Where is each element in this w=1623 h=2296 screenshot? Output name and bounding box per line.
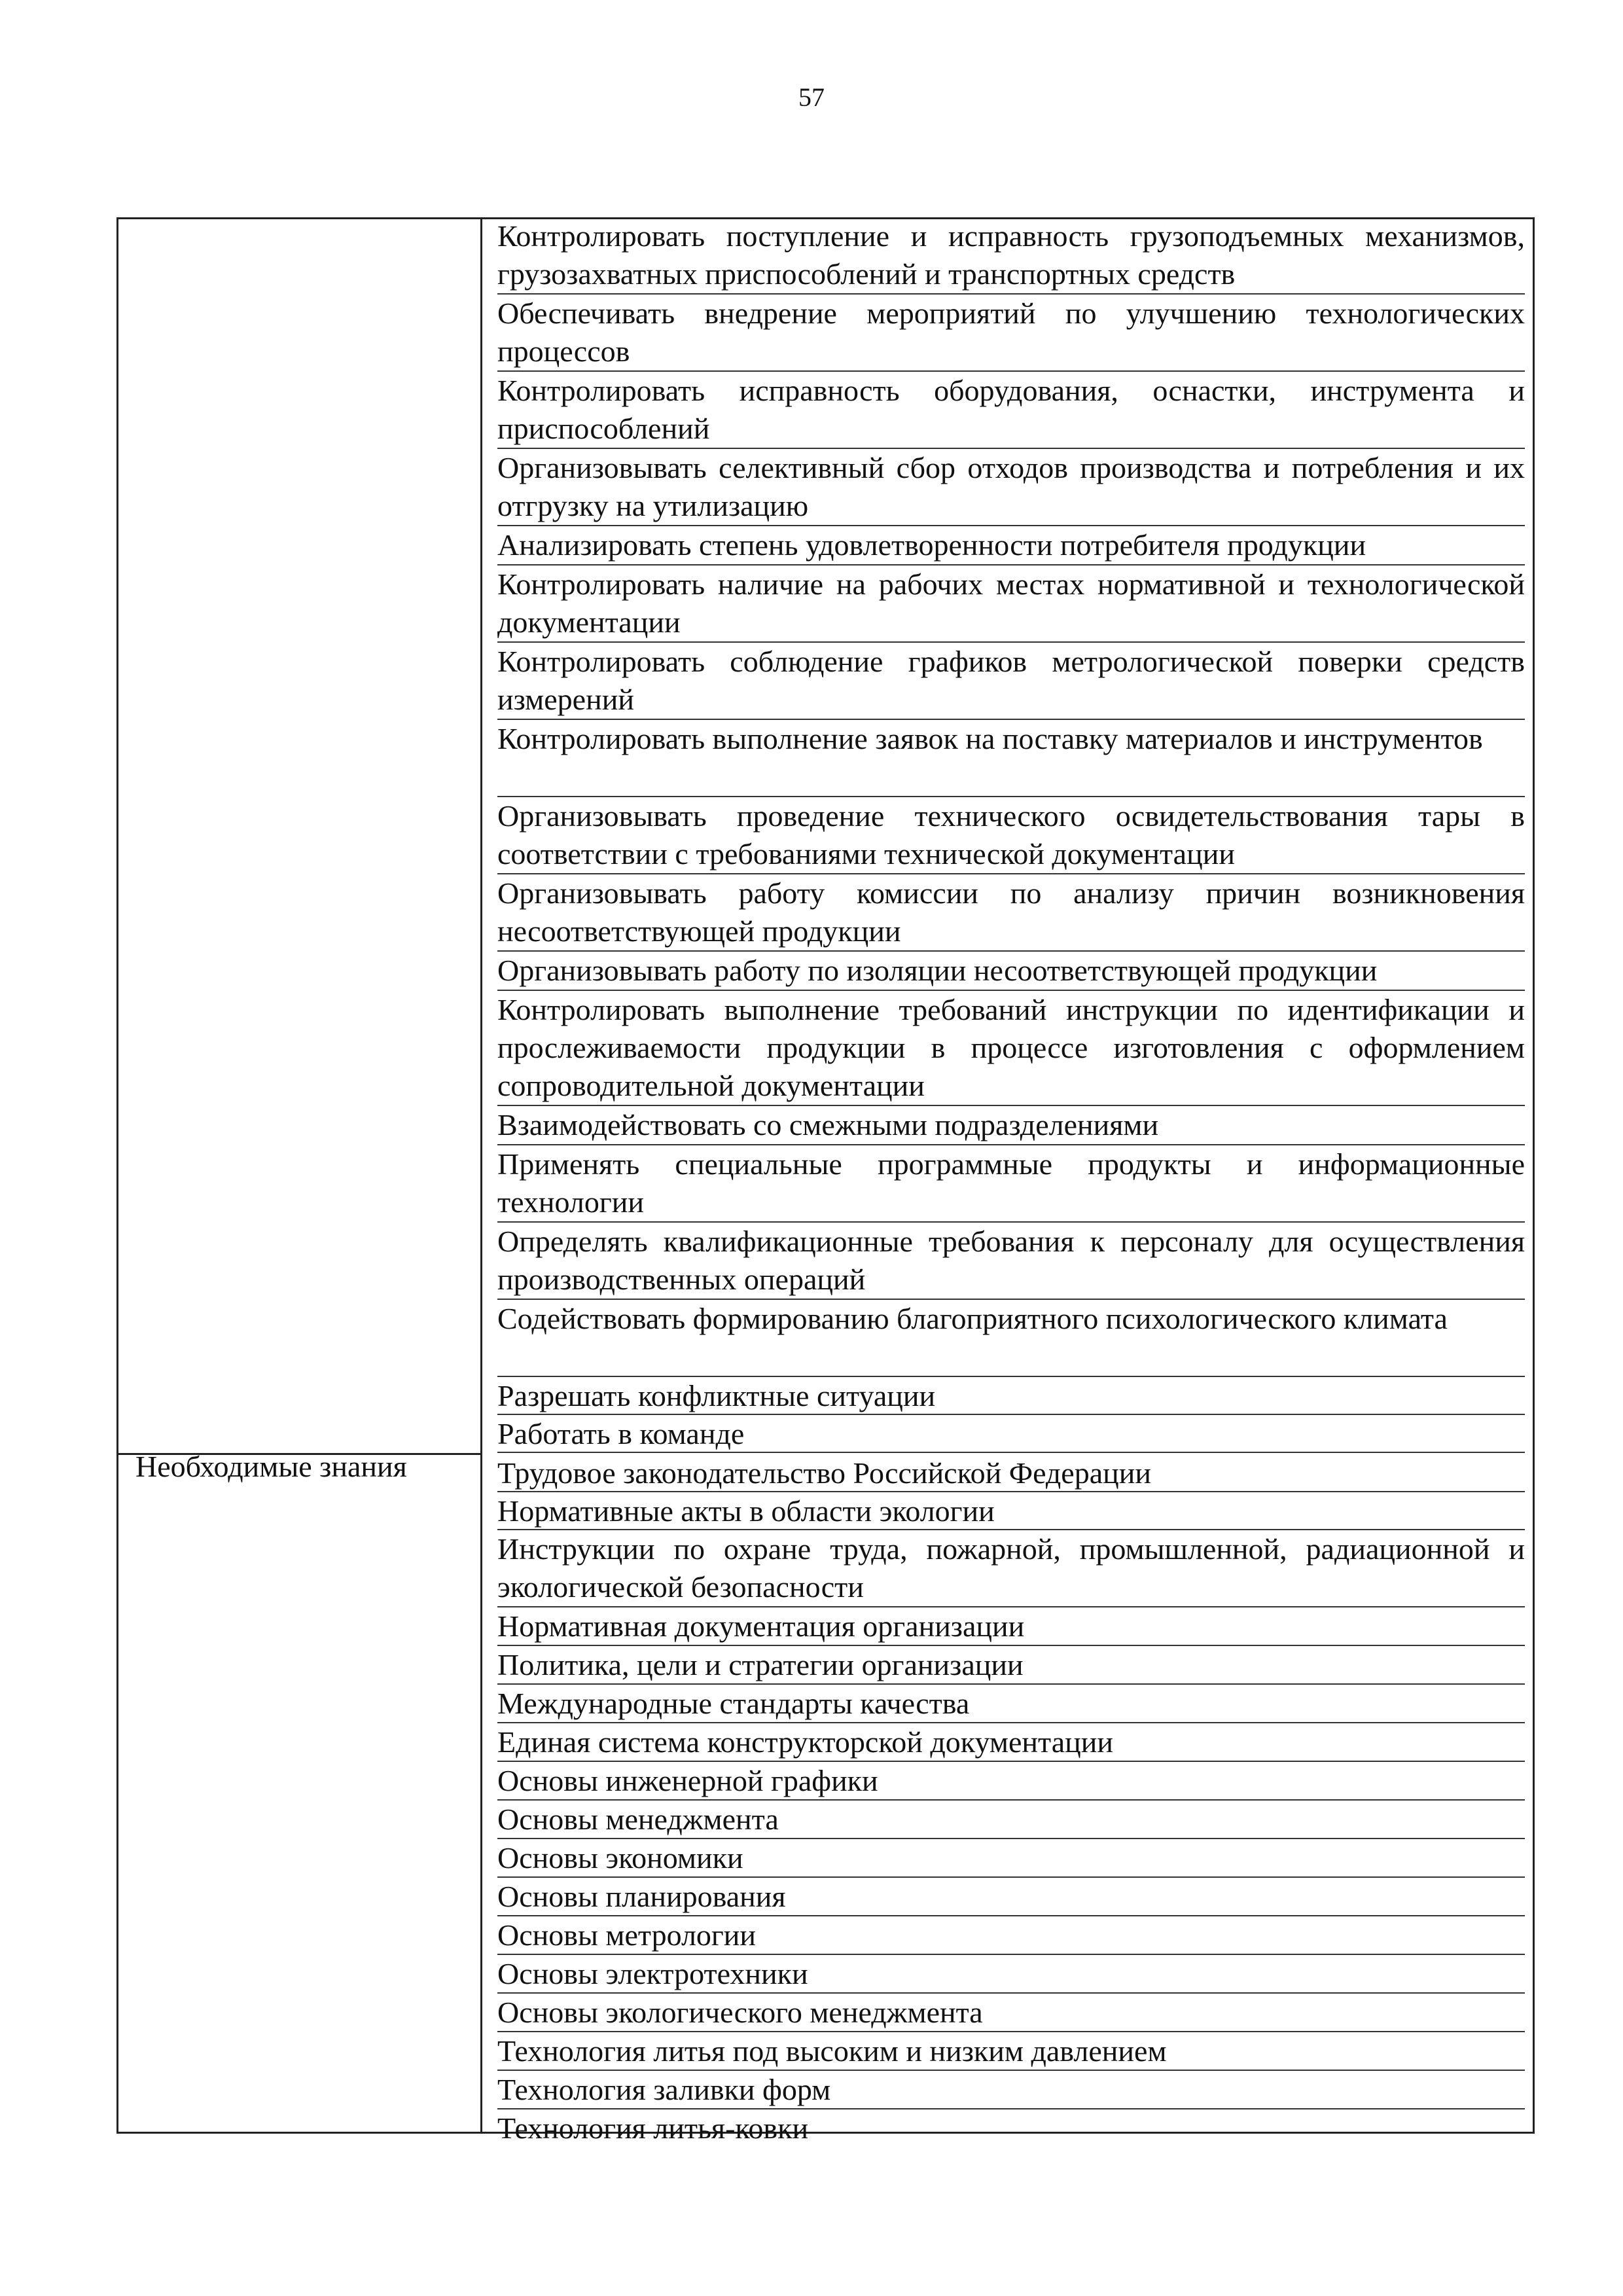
- skill-item: Организовывать работу по изоляции несоответствующей продукции: [497, 952, 1525, 991]
- skill-item: Обеспечивать внедрение мероприятий по улучшению технологических процессов: [497, 295, 1525, 372]
- knowledge-item: Основы инженерной графики: [497, 1762, 1525, 1801]
- knowledge-item: Технология заливки форм: [497, 2071, 1525, 2109]
- skill-item: Организовывать проведение технического освидетельствования тары в соответствии с требованиями технической документации: [497, 797, 1525, 874]
- skill-item: Содействовать формированию благоприятного психологического климата: [497, 1300, 1525, 1377]
- skill-item: Контролировать выполнение требований инструкции по идентификации и прослеживаемости продукции в процессе изготовления с оформлением сопроводительной документации: [497, 991, 1525, 1106]
- knowledge-item: Технология литья-ковки: [497, 2111, 809, 2145]
- skill-item: Контролировать поступление и исправность грузоподъемных механизмов, грузозахватных приспособлений и транспортных средств: [497, 217, 1525, 295]
- column-divider: [480, 217, 482, 2134]
- skill-item: Организовывать работу комиссии по анализу причин возникновения несоответствующей продукции: [497, 874, 1525, 952]
- knowledge-item: Основы менеджмента: [497, 1801, 1525, 1839]
- skill-item: Применять специальные программные продукты и информационные технологии: [497, 1145, 1525, 1223]
- knowledge-item: Международные стандарты качества: [497, 1685, 1525, 1723]
- page-number: 57: [798, 82, 825, 112]
- knowledge-item: Инструкции по охране труда, пожарной, промышленной, радиационной и экологической безопасности: [497, 1530, 1525, 1607]
- skill-item: Контролировать наличие на рабочих местах нормативной и технологической документации: [497, 565, 1525, 643]
- skill-item: Взаимодействовать со смежными подразделениями: [497, 1106, 1525, 1145]
- knowledge-item: Основы экономики: [497, 1839, 1525, 1878]
- knowledge-item: Единая система конструкторской документации: [497, 1723, 1525, 1762]
- skill-item: Контролировать соблюдение графиков метрологической поверки средств измерений: [497, 643, 1525, 720]
- skill-item: Разрешать конфликтные ситуации: [497, 1377, 1525, 1415]
- knowledge-item: Нормативные акты в области экологии: [497, 1492, 1525, 1530]
- knowledge-item: Основы электротехники: [497, 1955, 1525, 1994]
- knowledge-item: Основы экологического менеджмента: [497, 1994, 1525, 2032]
- knowledge-item: Трудовое законодательство Российской Федерации: [497, 1454, 1525, 1492]
- knowledge-item: Нормативная документация организации: [497, 1607, 1525, 1646]
- knowledge-item: Основы метрологии: [497, 1916, 1525, 1955]
- skill-item: Работать в команде: [497, 1415, 1525, 1453]
- skill-item: Определять квалификационные требования к персоналу для осуществления производственных операций: [497, 1223, 1525, 1300]
- knowledge-item: Технология литья под высоким и низким давлением: [497, 2032, 1525, 2071]
- knowledge-section-label: Необходимые знания: [135, 1450, 407, 1483]
- skill-item: Анализировать степень удовлетворенности потребителя продукции: [497, 526, 1525, 565]
- knowledge-item: Политика, цели и стратегии организации: [497, 1646, 1525, 1685]
- skill-item: Организовывать селективный сбор отходов производства и потребления и их отгрузку на утилизацию: [497, 449, 1525, 526]
- skill-item: Контролировать исправность оборудования, оснастки, инструмента и приспособлений: [497, 372, 1525, 449]
- knowledge-item: Основы планирования: [497, 1878, 1525, 1916]
- skill-item: Контролировать выполнение заявок на поставку материалов и инструментов: [497, 720, 1525, 797]
